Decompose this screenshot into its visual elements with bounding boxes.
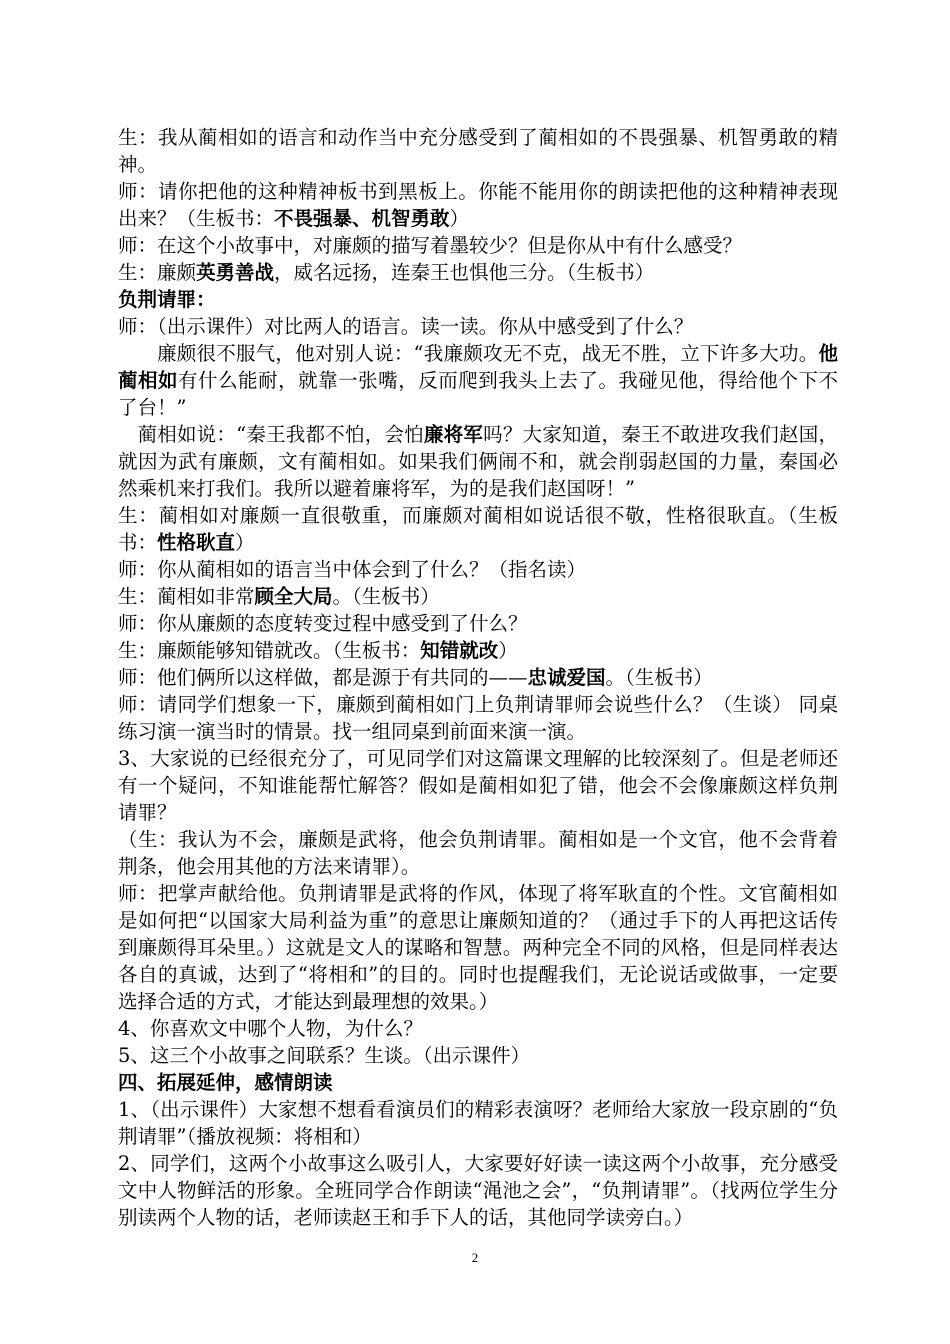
paragraph xyxy=(118,259,838,286)
text: 。（生板书） xyxy=(605,666,713,689)
quote-paragraph xyxy=(118,340,838,421)
bold-text: 不畏强暴、机智勇敢 xyxy=(274,207,450,230)
paragraph: 4、你喜欢文中哪个人物，为什么？ xyxy=(118,1017,423,1040)
paragraph: 1、（出示课件）大家想不想看看演员们的精彩表演呀？老师给大家放一段京剧的“负荆请罪”（播放视频：将相和） xyxy=(118,1098,838,1148)
text: 有什么能耐，就靠一张嘴，反而爬到我头上去了。我碰见他，得给他个下不了台！” xyxy=(118,369,838,419)
text: ） xyxy=(449,207,470,230)
paragraph: 2、同学们，这两个小故事这么吸引人，大家要好好读一读这两个小故事，充分感受文中人物鲜活的形象。全班同学合作朗读“渑池之会”，“负荆请罪”。（找两位学生分别读两个人物的话，老师读赵王和手下人的话，其他同学读旁白。） xyxy=(118,1152,838,1229)
text: 廉颇很不服气，他对别人说：“我廉颇攻无不克，战无不胜，立下许多大功。 xyxy=(157,342,819,365)
bold-text: 他蔺相如 xyxy=(118,342,838,392)
text: 吗？大家知道，秦王不敢进攻我们赵国，就因为武有廉颇，文有蔺相如。如果我们俩闹不和，就会削弱赵国的力量，秦国必然乘机来打我们。我所以避着廉将军，为的是我们赵国呀！” xyxy=(118,423,838,500)
page-number: 2 xyxy=(471,1250,479,1265)
quote-paragraph xyxy=(118,421,838,502)
text: 生：蔺相如对廉颇一直很敬重，而廉颇对蔺相如说话很不敬，性格很耿直。（生板书： xyxy=(118,504,838,554)
paragraph: 师：你从蔺相如的语言当中体会到了什么？（指名读） xyxy=(118,558,587,581)
paragraph: 师：（出示课件）对比两人的语言。读一读。你从中感受到了什么？ xyxy=(118,315,694,338)
paragraph: 5、这三个小故事之间联系？生谈。（出示课件） xyxy=(118,1044,531,1067)
text: ，威名远扬，连秦王也惧他三分。（生板书） xyxy=(274,261,655,284)
text: 师：请你把他的这种精神板书到黑板上。你能不能用你的朗读把他的这种精神表现出来？（生板书： xyxy=(118,180,838,230)
bold-text: 忠诚爱国 xyxy=(527,666,606,689)
text: 生：蔺相如非常 xyxy=(118,585,255,608)
bold-text: 英勇善战 xyxy=(196,261,275,284)
text: ） xyxy=(235,531,255,554)
bold-text: 廉将军 xyxy=(423,423,484,446)
paragraph: （生：我认为不会，廉颇是武将，他会负荆请罪。蔺相如是一个文官，他不会背着荆条，他会用其他的方法来请罪）。 xyxy=(118,828,838,878)
paragraph xyxy=(118,583,838,610)
section-heading: 四、拓展延伸，感情朗读 xyxy=(118,1071,333,1094)
bold-text: 顾全大局 xyxy=(254,585,333,608)
paragraph: 师：在这个小故事中，对廉颇的描写着墨较少？但是你从中有什么感受？ xyxy=(118,234,743,257)
text: 生：廉颇 xyxy=(118,261,197,284)
bold-text: 知错就改 xyxy=(420,639,499,662)
text: 生：廉颇能够知错就改。（生板书： xyxy=(118,639,421,662)
text: 蔺相如说：“秦王我都不怕，会怕 xyxy=(137,423,424,446)
text: 。（生板书） xyxy=(332,585,440,608)
paragraph: 师：你从廉颇的态度转变过程中感受到了什么？ xyxy=(118,612,528,635)
bold-text: 性格耿直 xyxy=(157,531,236,554)
section-heading: 负荆请罪： xyxy=(118,288,216,311)
paragraph xyxy=(118,178,838,232)
text: 师：他们俩所以这样做，都是源于有共同的—— xyxy=(118,666,528,689)
paragraph: 师：请同学们想象一下，廉颇到蔺相如门上负荆请罪师会说些什么？（生谈） 同桌练习演一演当时的情景。找一组同桌到前面来演一演。 xyxy=(118,693,838,743)
paragraph xyxy=(118,637,838,664)
document-body xyxy=(118,124,838,1231)
paragraph: 师：把掌声献给他。负荆请罪是武将的作风，体现了将军耿直的个性。文官蔺相如是如何把“以国家大局利益为重”的意思让廉颇知道的？（通过手下的人再把这话传到廉颇得耳朵里。）这就是文人的谋略和智慧。两种完全不同的风格，但是同样表达各自的真诚，达到了“将相和”的目的。同时也提醒我们，无论说话或做事，一定要选择合适的方式，才能达到最理想的效果。） xyxy=(118,882,838,1013)
paragraph xyxy=(118,664,838,691)
paragraph xyxy=(118,502,838,556)
paragraph: 生：我从蔺相如的语言和动作当中充分感受到了蔺相如的不畏强暴、机智勇敢的精神。 xyxy=(118,126,838,176)
paragraph: 3、大家说的已经很充分了，可见同学们对这篇课文理解的比较深刻了。但是老师还有一个疑问，不知谁能帮忙解答？假如是蔺相如犯了错，他会不会像廉颇这样负荆请罪？ xyxy=(118,747,838,824)
text: ） xyxy=(498,639,518,662)
